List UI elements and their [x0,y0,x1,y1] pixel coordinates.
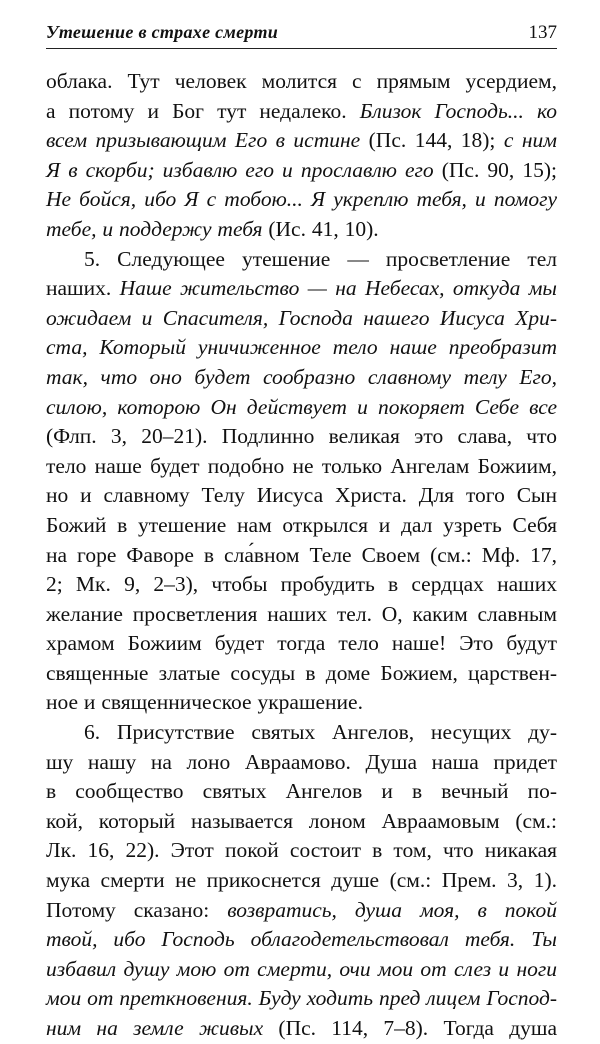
body-text-segment: 6. Присутствие святых Ангелов, несущих ду- [84,720,557,745]
quotation-text: возвратись, душа моя, в покой [227,897,557,922]
body-text-segment: но и славному Телу Иисуса Христа. Для того Сын [46,483,557,508]
body-text-segment: 2; Мк. 9, 2–3), чтобы пробудить в сердцах наших [46,572,557,597]
text-line [46,393,557,423]
body-text-segment: ное и священническое украшение. [46,690,363,715]
text-line [46,836,557,866]
text-line [46,452,557,482]
body-text-segment: на горе Фаворе в сла́вном Теле Своем (см.: Мф. 17, [46,542,557,567]
text-line [46,97,557,127]
body-text-segment: (Флп. 3, 20–21). Подлинно великая это слава, что [46,424,557,449]
text-line [46,718,557,748]
quotation-text: Я в скорби; избавлю его и прославлю его [46,157,434,182]
page-number: 137 [528,22,557,43]
text-line [46,807,557,837]
body-text-segment: храмом Божиим будет тогда тело наше! Это будут [46,631,557,656]
quotation-text: Близок Господь... ко [359,98,557,123]
text-line [46,570,557,600]
text-line [46,955,557,985]
text-line [46,215,557,245]
quotation-text: силою, которою Он действует и покоряет Себе все [46,394,557,419]
body-text-segment: Лк. 16, 22). Этот покой состоит в том, что никакая [46,838,557,863]
running-header [46,22,557,49]
body-text-segment: (Ис. 41, 10). [262,216,379,241]
body-text-segment: шу нашу на лоно Авраамово. Душа наша придет [46,749,557,774]
body-text-segment: желание просветления наших тел. О, каким славным [46,601,557,626]
text-line [46,481,557,511]
body-text-segment: (Пс. 90, 15); [433,157,557,182]
text-line [46,659,557,689]
text-line [46,925,557,955]
body-text [46,67,557,1044]
running-title: Утешение в страхе смерти [46,22,279,42]
body-text-segment: священные златые сосуды в доме Божием, царствен- [46,660,557,685]
text-line [46,866,557,896]
text-line [46,629,557,659]
text-line [46,422,557,452]
text-line [46,274,557,304]
body-text-segment: Божий в утешение нам открылся и дал узреть Себя [46,512,557,537]
body-text-segment: тело наше будет подобно не только Ангелам Божиим, [46,453,557,478]
text-line [46,748,557,778]
quotation-text: так, что оно будет сообразно славному телу Его, [46,364,557,389]
text-line [46,688,557,718]
body-text-segment: Потому сказано: [46,897,228,922]
text-line [46,896,557,926]
quotation-text: Не бойся, ибо Я с тобою... Я укреплю тебя, и помогу [46,187,557,212]
quotation-text: всем призывающим Его в истине [46,128,361,153]
body-text-segment: наших. [46,276,120,301]
body-text-segment: (Пс. 114, 7–8). Тогда душа [263,1016,558,1040]
text-line [46,363,557,393]
body-text-segment: (Пс. 144, 18); [360,128,504,153]
quotation-text: с ним [503,128,557,153]
quotation-text: ста, Который уничиженное тело наше преобразит [46,335,557,360]
quotation-text: тебе, и поддержу тебя [46,216,263,241]
text-line [46,541,557,571]
text-line [46,245,557,275]
quotation-text: ним на земле живых [46,1016,264,1040]
text-line [46,304,557,334]
body-text-segment: мука смерти не прикоснется душе (см.: Прем. 3, 1). [46,868,557,893]
text-line [46,185,557,215]
quotation-text: избавил душу мою от смерти, очи мои от слез и ноги [46,956,557,981]
body-text-segment: в сообщество святых Ангелов и в вечный по- [46,779,557,804]
text-line [46,511,557,541]
text-line [46,600,557,630]
text-line [46,1014,557,1044]
quotation-text: твой, ибо Господь облагодетельствовал тебя. Ты [46,927,557,952]
quotation-text: ожидаем и Спасителя, Господа нашего Иисуса Хри- [46,305,557,330]
text-line [46,333,557,363]
text-line [46,156,557,186]
text-line [46,777,557,807]
text-line [46,126,557,156]
text-line [46,984,557,1014]
quotation-text: мои от преткновения. Буду ходить пред лицем Господ- [46,986,557,1011]
text-line [46,67,557,97]
body-text-segment: а потому и Бог тут недалеко. [46,98,360,123]
body-text-segment: кой, который называется лоном Авраамовым (см.: [46,808,557,833]
body-text-segment: 5. Следующее утешение — просветление тел [84,246,557,271]
quotation-text: Наше жительство — на Небесах, откуда мы [119,276,557,301]
body-text-segment: облака. Тут человек молится с прямым усердием, [46,69,557,93]
